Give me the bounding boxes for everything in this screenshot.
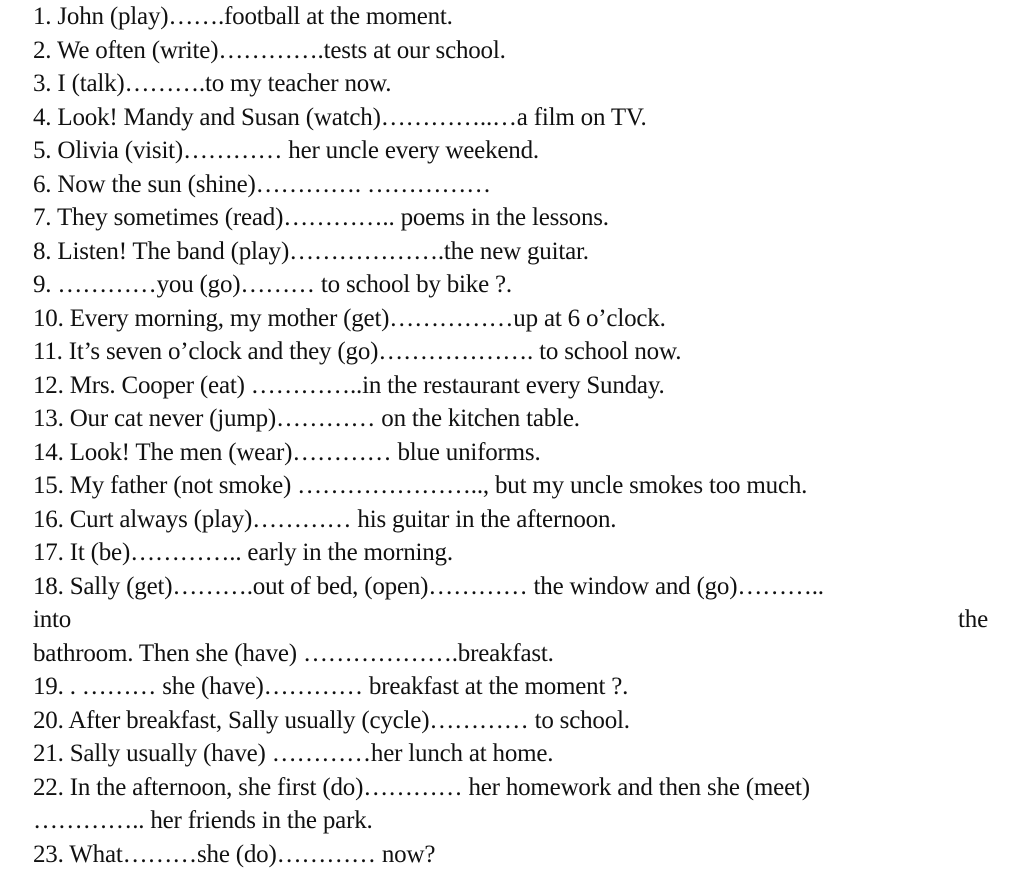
exercise-item-3: 3. I (talk)……….to my teacher now.	[33, 70, 392, 97]
exercise-item-16: 16. Curt always (play)………… his guitar in the afternoon.	[33, 505, 617, 533]
exercise-item-6: 6. Now the sun (shine)…………. ……………	[33, 170, 491, 198]
continued-word-right: the	[958, 606, 988, 633]
exercise-item-15: 15. My father (not smoke) ………………….., but my uncle smokes too much.	[33, 472, 808, 499]
exercise-item-22: 22. In the afternoon, she first (do)………… her homework and then she (meet)	[33, 773, 810, 801]
exercise-item-2: 2. We often (write)………….tests at our school.	[33, 36, 506, 64]
exercise-item-21: 21. Sally usually (have) …………her lunch at home.	[33, 740, 554, 767]
exercise-item-17: 17. It (be)………….. early in the morning.	[33, 539, 453, 566]
exercise-item-10: 10. Every morning, my mother (get)……………up at 6 o’clock.	[33, 304, 666, 332]
exercise-item-7: 7. They sometimes (read)………….. poems in the lessons.	[33, 204, 609, 231]
exercise-item-14: 14. Look! The men (wear)………… blue uniforms.	[33, 438, 541, 466]
exercise-item-23: 23. What………she (do)………… now?	[33, 840, 436, 868]
exercise-item-5: 5. Olivia (visit)………… her uncle every weekend.	[33, 137, 539, 164]
exercise-item-13: 13. Our cat never (jump)………… on the kitchen table.	[33, 405, 580, 432]
exercise-item-12: 12. Mrs. Cooper (eat) …………..in the restaurant every Sunday.	[33, 371, 665, 399]
exercise-item-20: 20. After breakfast, Sally usually (cycle)………… to school.	[33, 706, 630, 734]
continued-word-left: into	[33, 606, 72, 633]
exercise-item-8: 8. Listen! The band (play)……………….the new guitar.	[33, 237, 589, 265]
exercise-item-18: 18. Sally (get)……….out of bed, (open)………… the window and (go)………..	[33, 572, 824, 600]
exercise-item-11: 11. It’s seven o’clock and they (go)………………. to school now.	[33, 338, 682, 365]
exercise-item-22-continued: ………….. her friends in the park.	[33, 807, 373, 834]
exercise-item-18-continued	[33, 603, 988, 636]
exercise-item-4: 4. Look! Mandy and Susan (watch)…………..…a film on TV.	[33, 103, 647, 131]
exercise-item-18-end: bathroom. Then she (have) ……………….breakfast.	[33, 639, 554, 667]
exercise-item-19: 19. . ……… she (have)………… breakfast at the moment ?.	[33, 673, 629, 700]
exercise-item-9: 9. …………you (go)……… to school by bike ?.	[33, 271, 512, 298]
exercise-item-1: 1. John (play)…….football at the moment.	[33, 3, 453, 30]
